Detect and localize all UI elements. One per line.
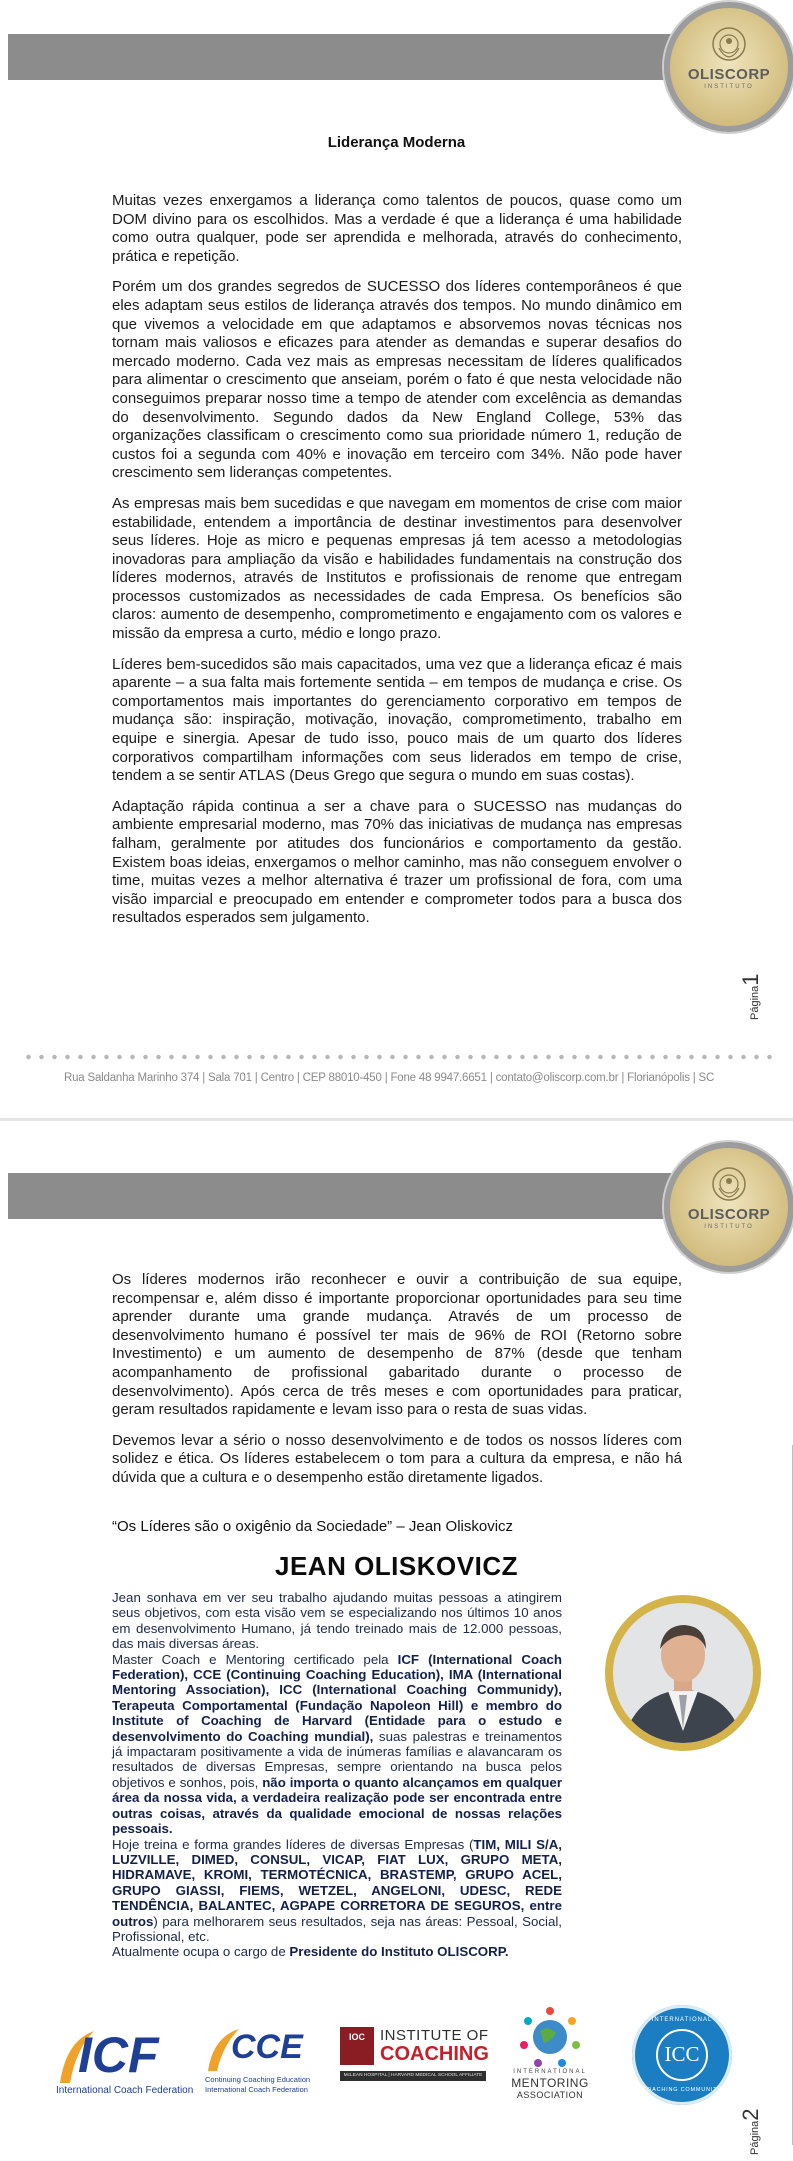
bio-text-span: Atualmente ocupa o cargo de [112, 1944, 290, 1960]
accreditation-logos [0, 2005, 793, 2125]
ioc-caption: McLEAN HOSPITAL | HARVARD MEDICAL SCHOOL AFFILIATE [340, 2071, 486, 2081]
header-bar [8, 34, 680, 80]
quote: “Os Líderes são o oxigênio da Sociedade” – Jean Oliskovicz [112, 1518, 514, 1535]
page-separator [0, 1118, 793, 1121]
bio-text-span: Master Coach e Mentoring certificado pela [112, 1651, 398, 1667]
icc-bottom-text: COACHING COMMUNITY [642, 2087, 722, 2093]
author-bio [112, 1590, 562, 1960]
bio-paragraph [112, 1837, 562, 1945]
page-number [738, 973, 764, 1020]
bio-certifications: ICF (International Coach Federation), CCE (Continuing Coaching Education), IMA (International Mentoring Association), ICC (International Coaching Communidy), Terapeuta Comportamental (Fundação Napoleon Hill) e membro do Institute of Coaching de Harvard (Entidade para o estudo e desenvolvimento do Coaching mundial), [112, 1651, 562, 1744]
institute-of-coaching-logo [340, 2027, 490, 2083]
icf-logo [56, 2027, 194, 2097]
paragraph: Líderes bem-sucedidos são mais capacitados, uma vez que a liderança eficaz é mais aparente – a sua falta mais fortemente sentida – em tempos de mudança e crise. Os comportamentos mais importantes do gerenciamento corporativo em tempos de mudança são: inspiração, motivação, inovação, comprometimento, trabalho em equipe e sinergia. Apesar de tudo isso, pouco mais de um quarto dos líderes corporativos compartilham informações com seus liderados em tempo de crise, tendem a se sentir ATLAS (Deus Grego que segura o mundo em suas costas). [112, 655, 682, 785]
paragraph: Muitas vezes enxergamos a liderança como talentos de poucos, quase como um DOM divino para os escolhidos. Mas a verdade é que a liderança é uma habilidade como outra qualquer, pode ser aprendida e melhorada, através do conhecimento, prática e repetição. [112, 192, 682, 265]
ioc-title: INSTITUTE OF [380, 2027, 489, 2044]
page-label: Página [749, 985, 761, 1020]
bio-highlight: não importa o quanto alcançamos em qualquer área da nossa vida, a verdadeira realização pode ser encontrada entre outras coisas, através da qualidade emocional de nossas relações pessoais. [112, 1774, 562, 1837]
globe-people-icon [518, 2005, 582, 2067]
mentoring-association-logo [505, 2005, 595, 2105]
ioc-badge-text: IOC [348, 2032, 365, 2042]
bio-role: Presidente do Instituto OLISCORP. [289, 1944, 509, 1960]
bio-text-span: suas palestras e treinamentos já impactaram positivamente a vida de inúmeras famílias e alavancaram os resultados de diversas Empresas, sempre orientando na busca pelos objetivos e sonhos, pois, [112, 1728, 562, 1790]
bio-text-span: Hoje treina e forma grandes líderes de diversas Empresas ( [112, 1836, 474, 1852]
paragraph: As empresas mais bem sucedidas e que navegam em momentos de crise com maior estabilidade, entendem a importância de destinar investimentos para desenvolver seus líderes. Hoje as micro e pequenas empresas já tem acesso a metodologias inovadoras para ampliação da visão e habilidades fundamentais na construção dos líderes modernos, através de Institutos e profissionais de renome que entregam processos customizados as necessidades de cada Empresa. Os benefícios são claros: aumento de desempenho, comprometimento e engajamento com os valores e missão da empresa a curto, médio e longo prazo. [112, 494, 682, 643]
icc-top-text: INTERNATIONAL [651, 2017, 713, 2023]
footer-address: Rua Saldanha Marinho 374 | Sala 701 | Centro | CEP 88010-450 | Fone 48 9947.6651 | contato@oliscorp.com.br | Florianópolis | SC [64, 1072, 715, 1084]
page-number-value: 2 [738, 2108, 763, 2121]
document-page-2 [0, 1125, 793, 2161]
cce-caption: Continuing Coaching Education [205, 2075, 311, 2084]
cce-logo [205, 2025, 325, 2097]
bio-paragraph [112, 1944, 562, 1959]
author-name: JEAN OLISKOVICZ [275, 1551, 518, 1581]
cce-caption: International Coach Federation [205, 2085, 308, 2094]
author-portrait [605, 1595, 761, 1751]
logo-name: OLISCORP [687, 1206, 771, 1223]
header-bar [8, 1173, 680, 1219]
paragraph: Adaptação rápida continua a ser a chave para o SUCESSO nas mudanças do ambiente empresarial moderno, mas 70% das iniciativas de mudança nas empresas falham, geralmente por atitudes dos funcionários e comportamento da gestão. Existem boas ideias, enxergamos o melhor caminho, mas não conseguem envolver o time, muitas vezes a melhor alternativa é trazer um profissional de fora, com uma visão imparcial e preocupado em entender e comprometer todos para a busca dos resultados esperados sem julgamento. [112, 797, 682, 927]
ima-text: MENTORING [511, 2076, 589, 2090]
cce-wordmark: CCE [231, 2028, 303, 2066]
bio-text-span: ) para melhorarem seus resultados, seja nas áreas: Pessoal, Social, Profissional, etc. [112, 1913, 562, 1944]
ima-text: INTERNATIONAL [513, 2069, 587, 2075]
dotted-divider [22, 1054, 772, 1060]
paragraph: Devemos levar a sério o nosso desenvolvimento e de todos os nossos líderes com solidez e ética. Os líderes estabelecem o tom para a cultura da empresa, e não há dúvida que a cultura e o desempenho estão diretamente ligados. [112, 1431, 682, 1486]
document-title: Liderança Moderna [327, 134, 466, 151]
bio-companies: TIM, MILI S/A, LUZVILLE, DIMED, CONSUL, VICAP, FIAT LUX, GRUPO META, HIDRAMAVE, KROMI, TERMOTÉCNICA, BRASTEMP, GRUPO ACEL, GRUPO GIASSI, FIEMS, WETZEL, ANGELONI, UDESC, REDE TENDÊNCIA, BALANTEC, AGPAPE CORRETORA DE SEGUROS, entre outros [112, 1836, 562, 1929]
ioc-badge [340, 2027, 374, 2065]
portrait-image [613, 1603, 753, 1743]
icc-logo [632, 2005, 732, 2105]
logo-tagline: INSTITUTO [704, 1224, 754, 1230]
icc-wordmark: ICC [664, 2042, 700, 2066]
page-label: Página [749, 2120, 761, 2155]
ima-text: ASSOCIATION [516, 2090, 584, 2100]
icf-caption: International Coach Federation [56, 2085, 194, 2096]
paragraph: Os líderes modernos irão reconhecer e ouvir a contribuição de sua equipe, recompensar e, além disso é importante proporcionar oportunidades para seu time aprender durante uma grande mudança. Através de um processo de desenvolvimento humano é possível ter mais de 96% de ROI (Retorno sobre Investimento) e um aumento de desempenho de 87% (desde que tenham acompanhamento de profissional gabaritado durante o processo de desenvolvimento). Após cerca de três meses e com oportunidades para praticar, geram resultados rapidamente e levam isso para o resta de suas vidas. [112, 1271, 682, 1419]
bio-paragraph: Jean sonhava em ver seu trabalho ajudando muitas pessoas a atingirem seus objetivos, com esta visão vem se especializando nos últimos 10 anos em desenvolvimento Humano, já tendo treinado mais de 12.000 pessoas, das mais diversas áreas. [112, 1590, 562, 1652]
laurel-emblem-icon [711, 26, 747, 62]
bio-paragraph [112, 1652, 562, 1837]
logo-tagline: INSTITUTO [704, 84, 754, 90]
page2-body [112, 1271, 682, 1500]
paragraph: Porém um dos grandes segredos de SUCESSO dos líderes contemporâneos é que eles adaptam seus estilos de liderança através dos tempos. No mundo dinâmico em que vivemos a velocidade em que adaptamos e absorvemos novas técnicas nos tornam mais valiosos e eficazes para atender as demandas e superar desafios do mercado moderno. Cada vez mais as empresas necessitam de líderes qualificados para alimentar o crescimento que anseiam, porém o fato é que nesta velocidade não conseguimos preparar nosso time a tempo de atender com excelência as demandas do desenvolvimento. Segundo dados da New England College, 53% das organizações classificam o crescimento como sua prioridade número 1, redução de custos foi a segunda com 40% e inovação em terceiro com 34%. Não pode haver crescimento sem lideranças competentes. [112, 278, 682, 482]
ioc-title: COACHING [380, 2043, 489, 2065]
page-number [738, 2108, 764, 2155]
oliscorp-logo [664, 1142, 793, 1272]
page1-body [112, 192, 682, 940]
icf-wordmark: ICF [78, 2027, 159, 2083]
laurel-emblem-icon [711, 1166, 747, 1202]
page-number-value: 1 [738, 973, 763, 986]
logo-name: OLISCORP [687, 66, 771, 83]
oliscorp-logo [664, 2, 793, 132]
